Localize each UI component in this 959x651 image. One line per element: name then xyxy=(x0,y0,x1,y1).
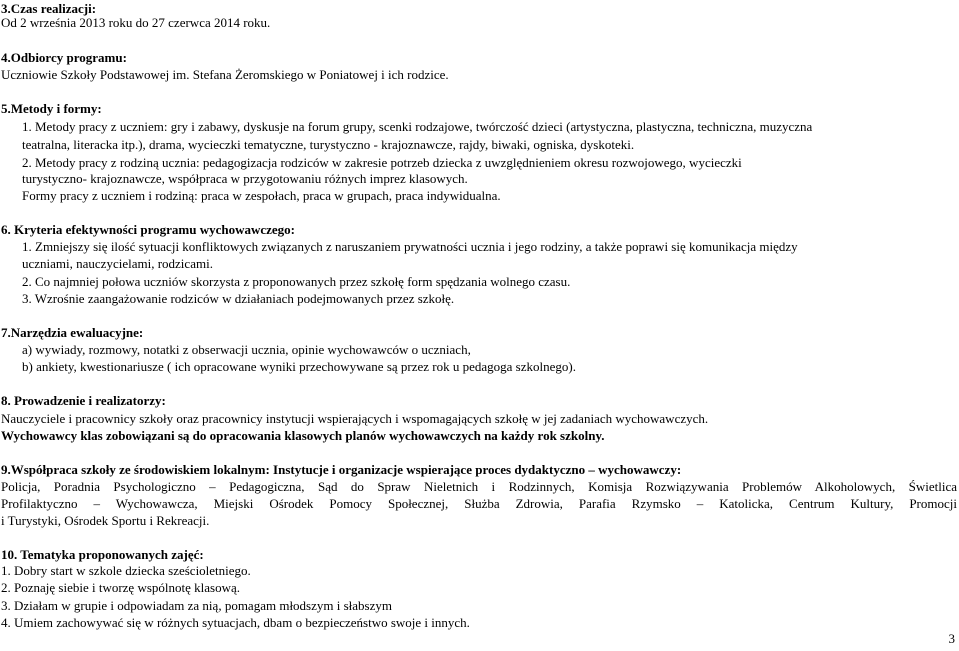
section-6-heading: 6. Kryteria efektywności programu wychowawczego: xyxy=(1,222,295,237)
section-6-item-3: 3. Wzrośnie zaangażowanie rodziców w działaniach podejmowanych przez szkołę. xyxy=(22,291,455,306)
section-9-line-2: Profilaktyczno – Wychowawcza, Miejski Ośrodek Pomocy Społecznej, Służba Zdrowia, Parafia Rzymsko – Katolicka, Centrum Kultury, Promocji xyxy=(1,496,957,511)
section-5-item-1-line-2: teatralna, literacka itp.), drama, wycieczki tematyczne, turystyczno - krajoznawcze, rajdy, biwaki, ogniska, dyskoteki. xyxy=(22,137,635,152)
section-9-line-1: Policja, Poradnia Psychologiczno – Pedagogiczna, Sąd do Spraw Nieletnich i Rodzinnych, Komisja Rozwiązywania Problemów Alkoholowych, Świetlica xyxy=(1,479,957,494)
section-7-heading: 7.Narzędzia ewaluacyjne: xyxy=(1,325,144,340)
section-7-item-b: b) ankiety, kwestionariusze ( ich opracowane wyniki przechowywane są przez rok u pedagoga szkolnego). xyxy=(22,359,576,374)
section-6-item-2: 2. Co najmniej połowa uczniów skorzysta z proponowanych przez szkołę form spędzania wolnego czasu. xyxy=(22,274,571,289)
section-8-bold-text: Wychowawcy klas zobowiązani są do opracowania klasowych planów wychowawczych na każdy rok szkolny. xyxy=(1,428,605,443)
section-9-line-3: i Turystyki, Ośrodek Sportu i Rekreacji. xyxy=(1,513,210,528)
section-8-text: Nauczyciele i pracownicy szkoły oraz pracownicy instytucji wspierających i wspomagających szkołę w jej zadaniach wychowawczych. xyxy=(1,411,709,426)
section-5-item-2-line-1: 2. Metody pracy z rodziną ucznia: pedagogizacja rodziców w zakresie potrzeb dziecka z uwzględnieniem okresu rozwojowego, wycieczki xyxy=(22,155,742,170)
section-7-item-a: a) wywiady, rozmowy, notatki z obserwacji ucznia, opinie wychowawców o uczniach, xyxy=(22,342,471,357)
section-10-item-4: 4. Umiem zachowywać się w różnych sytuacjach, dbam o bezpieczeństwo swoje i innych. xyxy=(1,615,470,630)
section-5-heading: 5.Metody i formy: xyxy=(1,101,102,116)
section-3-text: Od 2 września 2013 roku do 27 czerwca 2014 roku. xyxy=(1,15,271,30)
section-5-item-1-line-1: 1. Metody pracy z uczniem: gry i zabawy, dyskusje na forum grupy, scenki rodzajowe, twórczość dzieci (artystyczna, plastyczna, techniczna, muzyczna xyxy=(22,119,813,134)
section-8-heading: 8. Prowadzenie i realizatorzy: xyxy=(1,393,166,408)
section-10-heading: 10. Tematyka proponowanych zajęć: xyxy=(1,547,204,562)
section-4-text: Uczniowie Szkoły Podstawowej im. Stefana Żeromskiego w Poniatowej i ich rodzice. xyxy=(1,67,449,82)
section-10-item-1: 1. Dobry start w szkole dziecka sześcioletniego. xyxy=(1,563,251,578)
section-5-forms: Formy pracy z uczniem i rodziną: praca w zespołach, praca w grupach, praca indywidualna. xyxy=(22,188,501,203)
section-10-item-2: 2. Poznaję siebie i tworzę wspólnotę klasową. xyxy=(1,580,240,595)
section-3-heading: 3.Czas realizacji: xyxy=(1,1,97,16)
section-10-item-3: 3. Działam w grupie i odpowiadam za nią, pomagam młodszym i słabszym xyxy=(1,598,392,613)
section-6-item-1-line-2: uczniami, nauczycielami, rodzicami. xyxy=(22,256,213,271)
section-4-heading: 4.Odbiorcy programu: xyxy=(1,50,127,65)
section-5-item-2-line-2: turystyczno- krajoznawcze, współpraca w przygotowaniu różnych imprez klasowych. xyxy=(22,171,468,186)
section-6-item-1-line-1: 1. Zmniejszy się ilość sytuacji konfliktowych związanych z naruszaniem prywatności ucznia i jego rodziny, a także poprawi się komunikacja między xyxy=(22,239,798,254)
page-number: 3 xyxy=(948,631,955,646)
section-9-heading: 9.Współpraca szkoły ze środowiskiem lokalnym: Instytucje i organizacje wspierające proces dydaktyczno – wychowawczy: xyxy=(1,462,682,477)
